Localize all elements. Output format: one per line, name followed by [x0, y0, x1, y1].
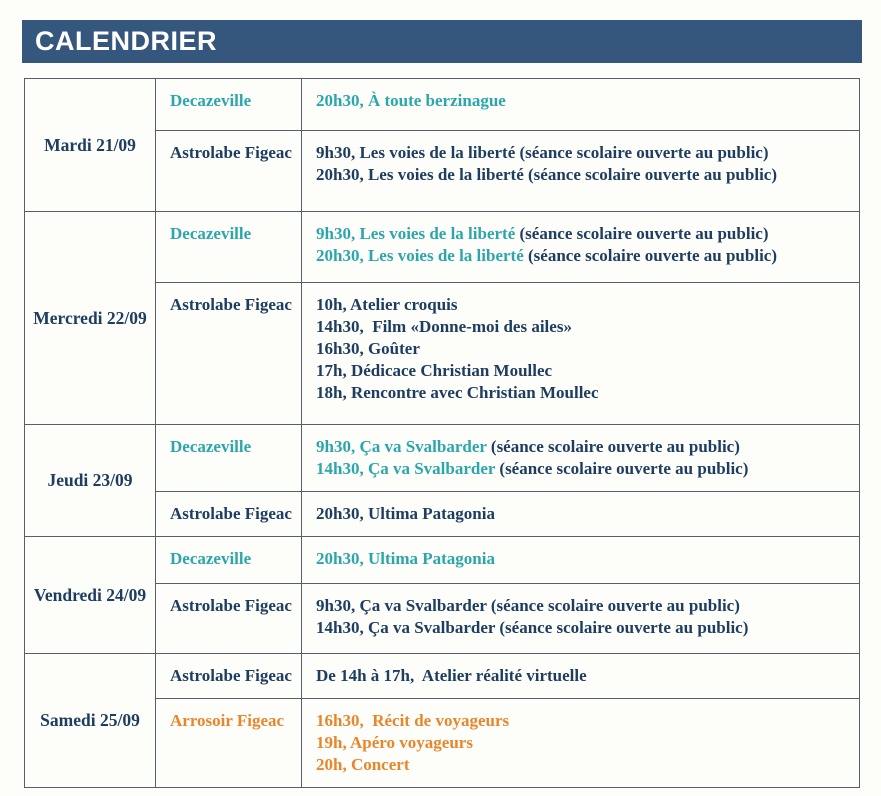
- venue-slot-row: [156, 212, 859, 283]
- event-text-segment: 19h, Apéro voyageurs: [316, 733, 473, 752]
- venue-slot-row: [156, 537, 859, 584]
- event-item: [316, 164, 849, 186]
- day-row: [25, 537, 859, 654]
- venue-slot-row: [156, 584, 859, 653]
- day-label: Mercredi 22/09: [25, 212, 156, 424]
- venue-name: Astrolabe Figeac: [170, 294, 292, 314]
- event-text-segment: 20h30, Ultima Patagonia: [316, 504, 495, 523]
- venue-name: Decazeville: [170, 549, 252, 568]
- page-title-bar: [22, 20, 862, 63]
- event-item: [316, 90, 849, 112]
- day-label: Jeudi 23/09: [25, 425, 156, 536]
- event-text-segment: (séance scolaire ouverte au public): [499, 459, 749, 478]
- event-list: [301, 654, 859, 698]
- day-row: [25, 79, 859, 212]
- event-list: [301, 699, 859, 787]
- event-text-segment: 14h30, Ça va Svalbarder (séance scolaire ouverte au public): [316, 617, 749, 637]
- event-text-segment: 9h30, Les voies de la liberté: [316, 224, 520, 243]
- event-list: [301, 131, 859, 211]
- event-item: [316, 710, 849, 732]
- venue-slot-row: [156, 699, 859, 787]
- event-item: [316, 548, 849, 570]
- venue-name: Arrosoir Figeac: [170, 711, 285, 730]
- day-row: [25, 212, 859, 425]
- venue-name: Decazeville: [170, 91, 252, 110]
- venue-slot-row: [156, 131, 859, 211]
- event-text-segment: 14h30, Film «Donne-moi des ailes»: [316, 316, 572, 336]
- event-list: [301, 584, 859, 653]
- event-text-segment: De 14h à 17h, Atelier réalité virtuelle: [316, 666, 587, 685]
- day-row: [25, 654, 859, 787]
- venue-slot-row: [156, 79, 859, 131]
- day-row: [25, 425, 859, 537]
- venue-name: Astrolabe Figeac: [170, 666, 292, 685]
- event-list: [301, 537, 859, 583]
- day-slots: [156, 537, 859, 653]
- event-item: [316, 294, 849, 316]
- event-list: [301, 283, 859, 424]
- event-text-segment: 17h, Dédicace Christian Moullec: [316, 360, 553, 380]
- day-slots: [156, 654, 859, 787]
- event-item: [316, 458, 849, 480]
- event-item: [316, 223, 849, 245]
- event-text-segment: 9h30, Ça va Svalbarder (séance scolaire ouverte au public): [316, 595, 740, 615]
- venue-name: Astrolabe Figeac: [170, 143, 292, 162]
- event-item: [316, 338, 849, 360]
- event-text-segment: 20h, Concert: [316, 755, 410, 774]
- event-item: [316, 617, 849, 639]
- event-list: [301, 79, 859, 130]
- event-text-segment: (séance scolaire ouverte au public): [519, 224, 769, 243]
- event-list: [301, 425, 859, 491]
- event-text-segment: (séance scolaire ouverte au public): [528, 246, 777, 265]
- day-slots: [156, 425, 859, 536]
- event-text-segment: 9h30, Ça va Svalbarder: [316, 437, 491, 456]
- event-text-segment: 16h30, Goûter: [316, 338, 420, 358]
- event-text-segment: 20h30, À toute berzinague: [316, 91, 506, 110]
- event-item: [316, 595, 849, 617]
- venue-slot-row: [156, 425, 859, 492]
- page-title: CALENDRIER: [35, 26, 218, 56]
- event-text-segment: 9h30, Les voies de la liberté (séance scolaire ouverte au public): [316, 143, 769, 162]
- day-label: Mardi 21/09: [25, 79, 156, 211]
- venue-name: Astrolabe Figeac: [170, 595, 292, 615]
- event-item: [316, 316, 849, 338]
- event-item: [316, 142, 849, 164]
- event-list: [301, 492, 859, 536]
- event-item: [316, 754, 849, 776]
- event-text-segment: 10h, Atelier croquis: [316, 294, 458, 314]
- event-list: [301, 212, 859, 282]
- event-text-segment: 16h30, Récit de voyageurs: [316, 711, 510, 730]
- venue-slot-row: [156, 654, 859, 699]
- event-text-segment: 20h30, Les voies de la liberté: [316, 246, 529, 265]
- venue-slot-row: [156, 492, 859, 536]
- event-text-segment: 18h, Rencontre avec Christian Moullec: [316, 382, 599, 402]
- day-slots: [156, 79, 859, 211]
- event-text-segment: 14h30, Ça va Svalbarder: [316, 459, 500, 478]
- event-item: [316, 245, 849, 267]
- day-slots: [156, 212, 859, 424]
- event-text-segment: (séance scolaire ouverte au public): [490, 437, 740, 456]
- venue-name: Astrolabe Figeac: [170, 504, 292, 523]
- event-item: [316, 382, 849, 404]
- venue-slot-row: [156, 283, 859, 424]
- event-item: [316, 665, 849, 687]
- event-item: [316, 436, 849, 458]
- calendar-table: [24, 78, 860, 788]
- day-label: Samedi 25/09: [25, 654, 156, 787]
- event-text-segment: 20h30, Ultima Patagonia: [316, 549, 495, 568]
- event-text-segment: 20h30, Les voies de la liberté (séance scolaire ouverte au public): [316, 165, 777, 184]
- venue-name: Decazeville: [170, 224, 252, 243]
- event-item: [316, 503, 849, 525]
- event-item: [316, 732, 849, 754]
- venue-name: Decazeville: [170, 437, 252, 456]
- day-label: Vendredi 24/09: [25, 537, 156, 653]
- event-item: [316, 360, 849, 382]
